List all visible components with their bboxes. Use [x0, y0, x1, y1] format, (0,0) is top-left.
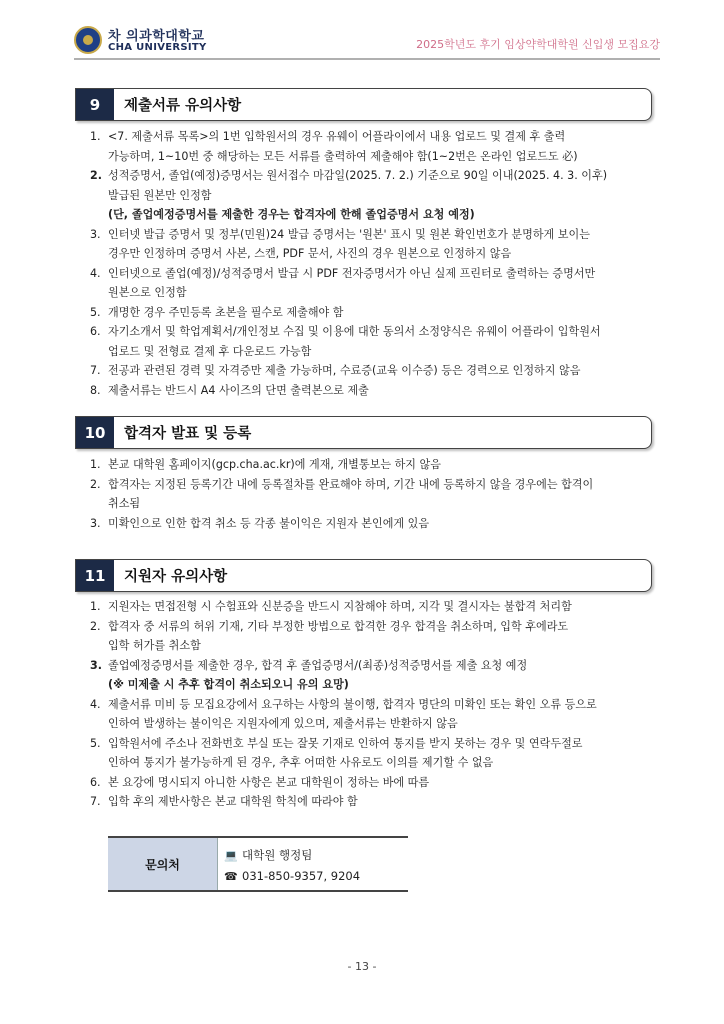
- item-number: 3.: [90, 516, 101, 530]
- section-11-list: [90, 597, 660, 812]
- contact-box: [108, 836, 408, 892]
- item-line: 인하여 발생하는 불이익은 지원자에게 있으며, 제출서류는 반환하지 않음: [108, 717, 458, 730]
- section-title: 제출서류 유의사항: [124, 98, 242, 114]
- list-item: [90, 225, 660, 264]
- item-line: 인터넷 발급 증명서 및 정부(민원)24 발급 증명서는 '원본' 표시 및 원본 확인번호가 분명하게 보이는: [108, 227, 590, 241]
- list-item: [90, 381, 660, 401]
- list-item: [90, 617, 660, 656]
- item-line: 입학 허가를 취소함: [108, 639, 201, 652]
- list-item: [90, 475, 660, 514]
- item-line: 본 요강에 명시되지 아니한 사항은 본교 대학원이 정하는 바에 따름: [108, 775, 430, 789]
- computer-icon: 💻: [224, 848, 238, 862]
- section-header-11: [75, 559, 652, 592]
- university-name-en: CHA UNIVERSITY: [108, 42, 207, 53]
- list-item: [90, 597, 660, 617]
- item-number: 7.: [90, 795, 101, 808]
- section-header-10: [75, 416, 652, 449]
- item-line: 취소됨: [108, 497, 141, 510]
- section-header-9: [75, 88, 652, 121]
- list-item: [90, 322, 660, 361]
- item-number: 1.: [90, 130, 101, 143]
- list-item: [90, 734, 660, 773]
- list-item: [90, 656, 660, 676]
- item-line: 합격자는 지정된 등록기간 내에 등록절차를 완료해야 하며, 기간 내에 등록하지 않을 경우에는 합격이: [108, 477, 594, 491]
- item-number: 3.: [90, 227, 101, 241]
- item-line: 미확인으로 인한 합격 취소 등 각종 불이익은 지원자 본인에게 있음: [108, 516, 430, 530]
- list-item: [90, 166, 660, 205]
- item-number: 3.: [90, 658, 102, 672]
- contact-office-text: 대학원 행정팀: [242, 848, 313, 862]
- item-note: (단, 졸업예정증명서를 제출한 경우는 합격자에 한해 졸업증명서 요청 예정): [108, 208, 475, 221]
- list-item: [90, 773, 660, 793]
- item-number: 8.: [90, 383, 101, 397]
- page-header: [74, 22, 660, 60]
- item-number: 1.: [90, 600, 101, 613]
- item-line: 제출서류 미비 등 모집요강에서 요구하는 사항의 불이행, 합격자 명단의 미확인 또는 확인 오류 등으로: [108, 697, 597, 711]
- section-number: 9: [76, 89, 114, 120]
- list-item: [90, 264, 660, 303]
- list-item: [90, 361, 660, 381]
- list-item: [90, 792, 660, 812]
- section-9-list: [90, 127, 660, 400]
- list-item: [90, 695, 660, 734]
- telephone-icon: ☎: [224, 869, 238, 883]
- section-title: 지원자 유의사항: [124, 569, 228, 585]
- item-line: 합격자 중 서류의 허위 기재, 기타 부정한 방법으로 합격한 경우 합격을 취소하며, 입학 후에라도: [108, 619, 569, 633]
- item-line: 업로드 및 전형료 결제 후 다운로드 가능함: [108, 344, 312, 358]
- item-line: 지원자는 면접전형 시 수험표와 신분증을 반드시 지참해야 하며, 지각 및 결시자는 불합격 처리함: [108, 600, 572, 613]
- item-number: 4.: [90, 697, 101, 711]
- item-line: 입학 후의 제반사항은 본교 대학원 학칙에 따라야 함: [108, 795, 358, 808]
- item-line: 경우만 인정하며 증명서 사본, 스캔, PDF 문서, 사진의 경우 원본으로 인정하지 않음: [108, 247, 512, 260]
- section-number: 11: [76, 560, 114, 591]
- list-item: [90, 127, 660, 166]
- list-item: [90, 455, 660, 475]
- item-number: 4.: [90, 266, 101, 280]
- item-line: 졸업예정증명서를 제출한 경우, 합격 후 졸업증명서/(최종)성적증명서를 제출 요청 예정: [108, 658, 528, 672]
- item-line: 전공과 관련된 경력 및 자격증만 제출 가능하며, 수료증(교육 이수증) 등은 경력으로 인정하지 않음: [108, 364, 581, 377]
- item-number: 7.: [90, 364, 101, 377]
- contact-label: 문의처: [108, 838, 218, 890]
- item-line: 원본으로 인정함: [108, 286, 187, 299]
- item-line: 본교 대학원 홈페이지(gcp.cha.ac.kr)에 게재, 개별통보는 하지 않음: [108, 458, 441, 471]
- item-line: 성적증명서, 졸업(예정)증명서는 원서접수 마감일(2025. 7. 2.) 기준으로 90일 이내(2025. 4. 3. 이후): [108, 169, 608, 182]
- item-line: 인터넷으로 졸업(예정)/성적증명서 발급 시 PDF 전자증명서가 아닌 실제 프린터로 출력하는 증명서만: [108, 266, 596, 280]
- item-number: 5.: [90, 736, 101, 750]
- contact-phone: [224, 869, 360, 883]
- item-number: 2.: [90, 619, 101, 633]
- university-name-ko: 차 의과학대학교: [108, 29, 205, 44]
- list-item: [90, 303, 660, 323]
- item-number: 2.: [90, 477, 101, 491]
- item-number: 6.: [90, 775, 101, 789]
- item-line: 개명한 경우 주민등록 초본을 필수로 제출해야 함: [108, 305, 344, 319]
- item-line: 입학원서에 주소나 전화번호 부실 또는 잘못 기재로 인하여 통지를 받지 못하는 경우 및 연락두절로: [108, 736, 583, 750]
- item-line: <7. 제출서류 목록>의 1번 입학원서의 경우 유웨이 어플라이에서 내용 업로드 및 결제 후 출력: [108, 130, 566, 143]
- section-10-list: [90, 455, 660, 533]
- list-item: [90, 514, 660, 534]
- document-title: 2025학년도 후기 임상약학대학원 신입생 모집요강: [416, 38, 660, 51]
- item-number: 2.: [90, 169, 102, 182]
- item-line: 자기소개서 및 학업계획서/개인정보 수집 및 이용에 대한 동의서 소정양식은 유웨이 어플라이 입학원서: [108, 325, 601, 338]
- item-number: 1.: [90, 458, 101, 471]
- university-logo: [74, 26, 102, 54]
- item-line: 인하여 통지가 불가능하게 된 경우, 추후 어떠한 사유로도 이의를 제기할 수 없음: [108, 756, 494, 769]
- section-number: 10: [76, 417, 114, 448]
- contact-office: [224, 847, 312, 863]
- item-number: 6.: [90, 325, 101, 338]
- item-line: 제출서류는 반드시 A4 사이즈의 단면 출력본으로 제출: [108, 383, 369, 397]
- item-note: (※ 미제출 시 추후 합격이 취소되오니 유의 요망): [108, 678, 349, 691]
- item-line: 발급된 원본만 인정함: [108, 188, 212, 202]
- contact-phone-text: 031-850-9357, 9204: [242, 869, 361, 883]
- section-title: 합격자 발표 및 등록: [124, 426, 252, 442]
- page-number: - 13 -: [347, 960, 377, 973]
- item-number: 5.: [90, 305, 101, 319]
- item-line: 가능하며, 1~10번 중 해당하는 모든 서류를 출력하여 제출해야 함(1~2번은 온라인 업로드도 必): [108, 149, 578, 163]
